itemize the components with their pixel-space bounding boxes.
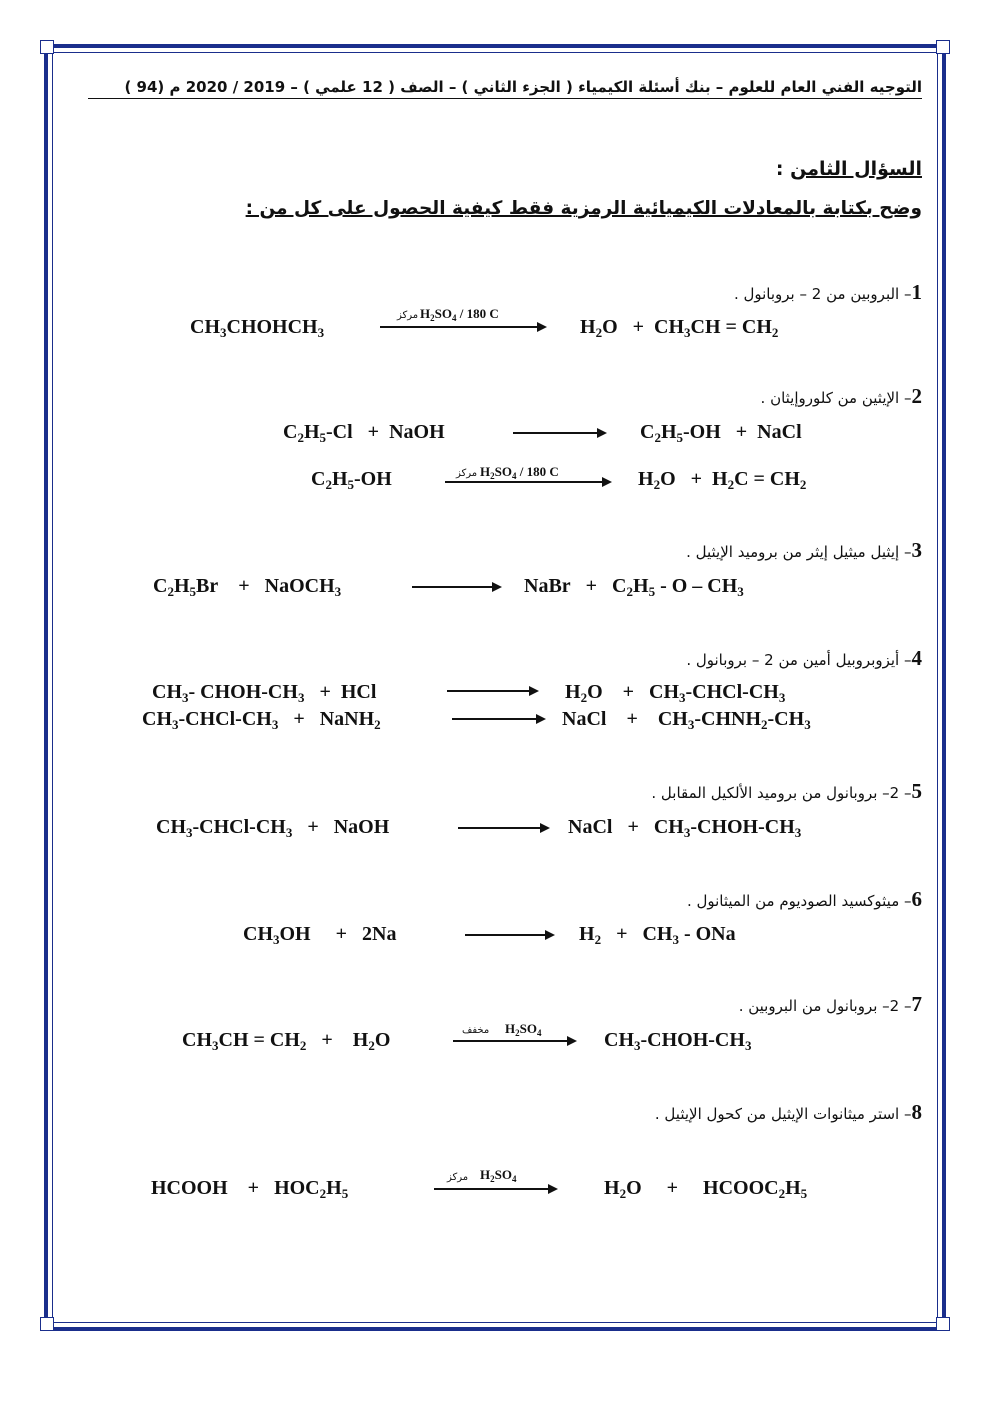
reaction-arrow bbox=[380, 326, 545, 328]
equation-products: NaCl + $CH_3-CHNH_2-CH_3$ bbox=[562, 708, 811, 732]
equation-products: NaCl + $CH_3-CHOH-CH_3$ bbox=[568, 816, 802, 840]
condition-label: مخفف bbox=[462, 1025, 490, 1036]
reaction-arrow bbox=[458, 827, 548, 829]
border-corner bbox=[936, 40, 950, 54]
equation-products: $CH_3-CHOH-CH_3$ bbox=[604, 1029, 752, 1053]
equation-products: $C_2H_5-OH$ + NaCl bbox=[640, 421, 802, 445]
item-5: 5– 2– بروبانول من بروميد الألكيل المقابل . bbox=[651, 779, 922, 803]
question-title: السؤال الثامن : bbox=[775, 158, 922, 180]
condition-label: مركز bbox=[397, 310, 419, 321]
reaction-arrow bbox=[434, 1188, 556, 1190]
condition-label: مركز bbox=[456, 468, 478, 479]
equation-reactants: $CH_3OH$ + 2Na bbox=[243, 923, 397, 947]
equation-reactants: $CH_3CHOHCH_3$ bbox=[190, 316, 325, 340]
question-instruction: وضح بكتابة بالمعادلات الكيميائية الرمزية فقط كيفية الحصول على كل من : bbox=[245, 198, 922, 219]
equation-reactants: $CH_3CH = CH_2$ + $H_2O$ bbox=[182, 1029, 391, 1053]
equation-reactants: $CH_3-$ CHOH-$CH_3$ + HCl bbox=[152, 681, 377, 705]
reaction-arrow bbox=[452, 718, 544, 720]
equation-reactants: $C_2H_5Br$ + NaOCH$_3$ bbox=[153, 575, 342, 599]
border-corner bbox=[40, 40, 54, 54]
equation-products: $H_2O + H_2C = CH_2$ bbox=[638, 468, 807, 492]
equation-reactants: $C_2H_5-Cl$ + NaOH bbox=[283, 421, 445, 445]
reaction-condition: $H_2SO_4 / 180$ C bbox=[420, 306, 499, 323]
reaction-condition: $H_2SO_4 / 180$ C bbox=[480, 464, 559, 481]
item-1: 1– البروبين من 2 – بروبانول . bbox=[733, 280, 922, 304]
equation-reactants: $CH_3-CHCl-CH_3$ + NaOH bbox=[156, 816, 390, 840]
reaction-condition: $H_2SO_4$ bbox=[480, 1167, 517, 1184]
reaction-arrow bbox=[465, 934, 553, 936]
item-8: 8– استر ميثانوات الإيثيل من كحول الإيثيل . bbox=[654, 1100, 922, 1124]
reaction-arrow bbox=[513, 432, 605, 434]
equation-reactants: $CH_3-CHCl-CH_3$ + NaNH$_2$ bbox=[142, 708, 381, 732]
equation-products: $H_2O$ + $CH_3-CHCl-CH_3$ bbox=[565, 681, 786, 705]
reaction-arrow bbox=[447, 690, 537, 692]
item-2: 2– الإيثين من كلوروإيثان . bbox=[760, 384, 922, 408]
condition-label: مركز bbox=[447, 1172, 469, 1183]
reaction-condition: $H_2SO_4$ bbox=[505, 1021, 542, 1038]
equation-products: $H_2O$ + $HCOOC_2H_5$ bbox=[604, 1177, 808, 1201]
equation-products: $H_2O + CH_3CH = CH_2$ bbox=[580, 316, 779, 340]
item-7: 7– 2– بروبانول من البروبين . bbox=[738, 992, 922, 1016]
border-corner bbox=[936, 1317, 950, 1331]
equation-reactants: $C_2H_5-OH$ bbox=[311, 468, 392, 492]
item-3: 3– إيثيل ميثيل إيثر من بروميد الإيثيل . bbox=[686, 538, 922, 562]
equation-products: NaBr + $C_2H_5$ - O – $CH_3$ bbox=[524, 575, 744, 599]
equation-reactants: HCOOH + $HOC_2H_5$ bbox=[151, 1177, 349, 1201]
reaction-arrow bbox=[412, 586, 500, 588]
reaction-arrow bbox=[453, 1040, 575, 1042]
item-6: 6– ميثوكسيد الصوديوم من الميثانول . bbox=[686, 887, 922, 911]
item-4: 4– أيزوبروبيل أمين من 2 – بروبانول . bbox=[686, 646, 922, 670]
equation-products: $H_2 + CH_3$ - ONa bbox=[579, 923, 736, 947]
border-corner bbox=[40, 1317, 54, 1331]
page-header: التوجيه الفني العام للعلوم – بنك أسئلة الكيمياء ( الجزء الثاني ) – الصف ( 12 علمي ) – 2019 / 2020 م (94 ) bbox=[88, 78, 922, 99]
reaction-arrow bbox=[445, 481, 610, 483]
